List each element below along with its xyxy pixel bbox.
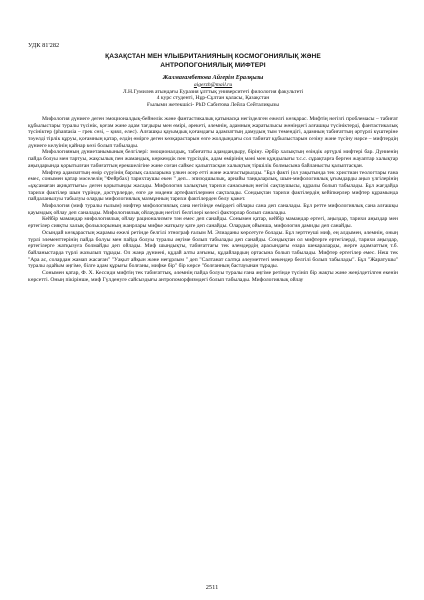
article-title-line-2: АНТРОПОГОНИЯЛЫҚ МИФТЕРІ — [160, 61, 266, 69]
author-name: Жалмағамбетова Айгерім Ералқызы — [162, 74, 264, 81]
body-paragraph: Осындай көзқарастың жарамы ежелі ретінде белгілі этнограф ғалым М. Элиаданы көрсетуге болады. Бұл зерттеуші миф, ең алдымен, әлемнің, оның түрлі элементтерінің пайда болуы мен пайда болуы туралы әңгіме болып табылады деп санайды. Сондықтан ол мифтерге ертегілерді, тарихи аңыздар, ертегілерге жатқызуға болмайды деп ойлады. Миф шындықты, табиғаттағы тек әлемдердің арасындағы өзара шекараларды, жерге адамзаттың т.б. байланыстарда түрлі жазылып тұрады. Ол жаңа дүниені, құдай алты азғыны, құдайлардың ортасына болып табылады. Мифтер ертегілер емес. Неш тек "Ара ас, солардан жамап жасаған" "Уақыт айқын және неғұрлым " деп "Салтанат салтқа әлеуметтегі мекендер белгілі болып табылады". Бұл "Жаратушы" туралы әдайым әңгіме, білге адам құрығы болғаны, мифке бір" бір көрсе "болғанның бастауынан тұрады. — [28, 229, 398, 270]
article-title — [28, 53, 398, 70]
affiliation-line: Ғылыми жетекшісі- PhD Сабитова Лейла Сейталиқызы — [146, 102, 280, 109]
body-paragraph: Мифологияның дүниетанымының белгілері: эмоционалдық, табиғатты адамдандыру, біріну. Әрбір халықтың өзіндік әртүрлі мифтері бар. Дүниенің пайда болуы мен тартуы, жақсылық пен жамандық, көркемдік пен түрсіздік, адам өмірінің мәні мен құндылығы т.с.с. сұрақтарға берген жауаптар халықтар аңыздарында қорытылған табиғаттың ерекшелігіне және соған сайкес қалыптасқан халықтың тіршілік болмысына байланысты қалыптасқан. — [28, 149, 398, 169]
affiliation-line: Л.Н.Гумилев атындағы Еуразия ұлттық университеті филология факультеті — [122, 88, 304, 95]
affiliation-line: 4 курс студенті, Нұр-Сұлтан қаласы, Қазақстан — [156, 95, 270, 102]
body-paragraph: Мифология дүниеге деген эмоционалдық-бейнелік және фантастикалық қатынасқа негізделген ежелгі көзқарас. Мифтің негізгі проблемасы – табиғат құбылыстары туралы түсінік, қоғам және адам тағдыры мен өмірі, әрекеті, әлемнің, адамның жаратылысы жөніндегі алғашқы түсініктерді, фантастикалық түсініктер (phantasia – грек сөзі, – қиял, елес). Алғашқы қауымдық қоғамдағы адамзаттың дамудың тым төмендігі, адамның табиғаттың әртүрлі күштеріне тәуелді тірлік құруы, қоғамның қатар, елдің өмірге деген көзқарастарын өзге жолдындағы сол табиғат құбылыстарын сезіну және түсіну нәрсе – мифтердің дүниеге келуінің қайнар көзі болып табылады. — [28, 115, 398, 149]
article-body — [28, 116, 398, 284]
body-paragraph: Кейбір мамандар мифологиялық ойлау рационализмге тән емес деп санайды. Сонымен қатар, кейбір мамандар ертегі, аңыздар, тарихи аңыздар мен ертегілер сияқты халық фольклорының жанрлары мифке жатқызу қате деп санайды. Олардың ойынша, мифология дамиды деп санайды. — [28, 216, 398, 230]
article-page — [28, 42, 398, 590]
udk-code: УДК 81'282 — [28, 42, 60, 49]
body-paragraph: Мифтер адамзаттың өмір сүруінің барлық салаларына үлкен әсер етті және жалғастырылды. "Бұл факті (ол уақытында тек христиан теологтары ғана емес, сонымен қатар мәселелің "Фейрбах) тарихтаушы екен " деп... эпизодшылық, арнайы таңқаларлық, шын-мифологиялық ұғымдарды аңыз үлгілерінің «ұқсамаған ақиқаттығы» деген қорытынды жасады. Мифология халықтың тарихи санасының негізі сақтаушысы, құралы болып табылады. Бұл жағдайда тарихи фактілер шын түрінде, дәстүрлерде, өзге де мәдени артефактілермен сақталады. Сондықтан тарихи фактілердің кейіпкерлер мифтер құрамында пайдаланылуы табылуы оларды мифологиялық мазмұнның тарихи фактілерден бөлу қажет. — [28, 169, 398, 203]
affiliation-block — [28, 89, 398, 109]
body-paragraph: Сонымен қатар, Ф. Х. Кессиди мифтің тек табиғаттық, әлемнің пайда болуы туралы ғана әңгіме ретінде түсініп бір жақты және жеңілдетілген екенін көрсетті. Оның пікірінше, миф Гүлденуге сайсыздығы антропоморфизмдегі болып табылады. Мифологиялық ойлау — [28, 270, 398, 283]
page-number: 2511 — [205, 584, 219, 591]
author-email[interactable]: aigerzh@mail.ru — [193, 81, 233, 88]
body-paragraph: Мифология (миф туралы ғылым) мифтер мифологиялық сана негізінде өмірдегі ойлары сана деп саналады. Бұл ретте мифологиялық сана алғашқы қауымдық ойлау деп саналады. Мифологиялық ойлаудың негізгі белгілері келесі факторлар болып саналады. — [28, 203, 398, 216]
article-title-line-1: ҚАЗАҚСТАН МЕН ҰЛЫБРИТАНИЯНЫҢ КОСМОГОНИЯЛЫҚ ЖӘНЕ — [105, 53, 321, 60]
